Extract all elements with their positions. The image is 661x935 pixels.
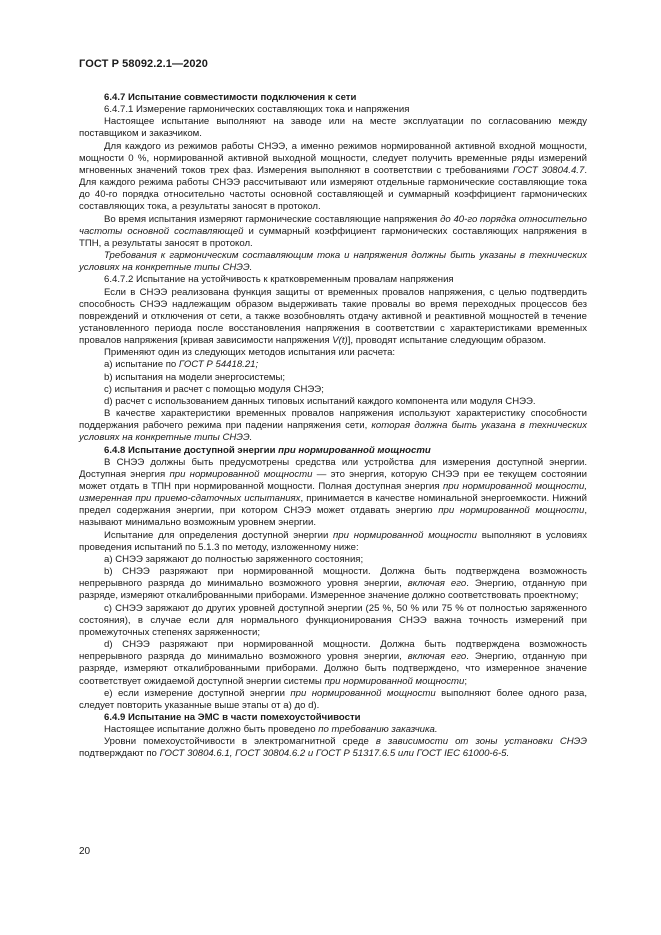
paragraph: Требования к гармоническим составляющим тока и напряжения должны быть указаны в технических условиях на конкретные типы СНЭЭ. [79, 250, 587, 274]
section-6-4-7-1-title: 6.4.7.1 Измерение гармонических составляющих тока и напряжения [104, 104, 410, 116]
list-item: b) СНЭЭ разряжают при нормированной мощности. Должна быть подтверждена возможность непрерывного разряда до минимально возможного уровня энергии, включая его. Энергию, отданную при разряде, измеряют откалиброванными приборами. Измеренное значение должно соответствовать проектному; [79, 566, 587, 602]
list-item: а) испытание по ГОСТ Р 54418.21; [104, 359, 259, 371]
list-item: d) расчет с использованием данных типовых испытаний каждого компонента или модуля СНЭЭ. [104, 395, 536, 407]
paragraph: Настоящее испытание должно быть проведено по требованию заказчика. [104, 724, 438, 736]
document-body [79, 92, 587, 761]
section-6-4-9-title: 6.4.9 Испытание на ЭМС в части помехоустойчивости [104, 711, 361, 723]
section-6-4-7-title: 6.4.7 Испытание совместимости подключения к сети [104, 92, 357, 103]
paragraph: Испытание для определения доступной энергии при нормированной мощности выполняют в условиях проведения испытаний по 5.1.3 по методу, изложенному ниже: [79, 529, 587, 553]
page-number: 20 [79, 846, 91, 857]
section-6-4-8-title: 6.4.8 Испытание доступной энергии при нормированной мощности [104, 444, 431, 456]
document-header: ГОСТ Р 58092.2.1—2020 [79, 58, 208, 70]
list-item: а) СНЭЭ заряжают до полностью заряженного состояния; [104, 553, 364, 565]
paragraph: Уровни помехоустойчивости в электромагнитной среде в зависимости от зоны установки СНЭЭ подтверждают по ГОСТ 30804.6.1, ГОСТ 30804.6.2 и ГОСТ Р 51317.6.5 или ГОСТ IEC 61000-6-5. [79, 736, 587, 760]
paragraph: В качестве характеристики временных провалов напряжения используют характеристику способности поддержания рабочего режима при падении напряжения сети, которая должна быть указана в технических условиях на конкретные типы СНЭЭ. [79, 408, 587, 444]
list-item: c) испытания и расчет с помощью модуля СНЭЭ; [104, 383, 324, 395]
paragraph: В СНЭЭ должны быть предусмотрены средства или устройства для измерения доступной энергии. Доступная энергия при нормированной мощности — это энергия, которую СНЭЭ при ее текущем состоянии может отдать в ТПН при нормированной мощности. Полная доступная энергия при нормированной мощности, измеренная при приемо-сдаточных испытаниях, принимается в качестве номинальной энергоемкости. Нижний предел содержания энергии, при котором СНЭЭ может отдавать энергию при нормированной мощности, называют минимально возможным уровнем энергии. [79, 456, 588, 529]
list-item: b) испытания на модели энергосистемы; [104, 371, 286, 383]
paragraph: Во время испытания измеряют гармонические составляющие напряжения до 40-го порядка относительно частоты основной составляющей и суммарный коэффициент гармонических составляющих напряжения в ТПН, а результаты заносят в протокол. [79, 213, 588, 249]
list-item: е) если измерение доступной энергии при нормированной мощности выполняют более одного раза, следует повторить указанные выше этапы от а) до d). [79, 687, 587, 711]
paragraph: Применяют один из следующих методов испытания или расчета: [104, 347, 396, 359]
list-item: d) СНЭЭ разряжают при нормированной мощности. Должна быть подтверждена возможность непрерывного разряда до минимально возможного уровня энергии, включая его. Энергию, отданную при разряде, измеряют откалиброванными приборами. Должно быть подтверждено, что измеренное значение соответствует ожидаемой доступной энергии системы при нормированной мощности; [79, 639, 587, 687]
list-item: c) СНЭЭ заряжают до других уровней доступной энергии (25 %, 50 % или 75 % от полностью заряженного состояния), в случае если для нормального функционирования СНЭЭ важна точность измерений при промежуточных степенях заряженности; [79, 602, 587, 638]
paragraph: Для каждого из режимов работы СНЭЭ, а именно режимов нормированной активной входной мощности, мощности 0 %, нормированной активной выходной мощности, следует получить временные ряды измерений мгновенных значений токов трех фаз. Измерения выполняют в соответствии с требованиями ГОСТ 30804.4.7. Для каждого режима работы СНЭЭ рассчитывают или измеряют отдельные гармонические составляющие тока до 40-го порядка относительно частоты основной составляющей и суммарный коэффициент гармонических составляющих тока, а результаты заносят в протокол. [79, 140, 587, 213]
paragraph: Если в СНЭЭ реализована функция защиты от временных провалов напряжения, с целью подтвердить способность СНЭЭ надлежащим образом выдерживать такие провалы во время переходных процессов без повреждений и отключения от сети, а также возобновлять отдачу активной и реактивной мощностей в течение установленного периода после восстановления напряжения в соответствии с характеристиками временных провалов напряжения [кривая зависимости напряжения V(t)], проводят испытание следующим образом. [79, 286, 587, 347]
section-6-4-7-2-title: 6.4.7.2 Испытание на устойчивость к кратковременным провалам напряжения [104, 274, 454, 286]
paragraph: Настоящее испытание выполняют на заводе или на месте эксплуатации по согласованию между поставщиком и заказчиком. [79, 116, 587, 140]
